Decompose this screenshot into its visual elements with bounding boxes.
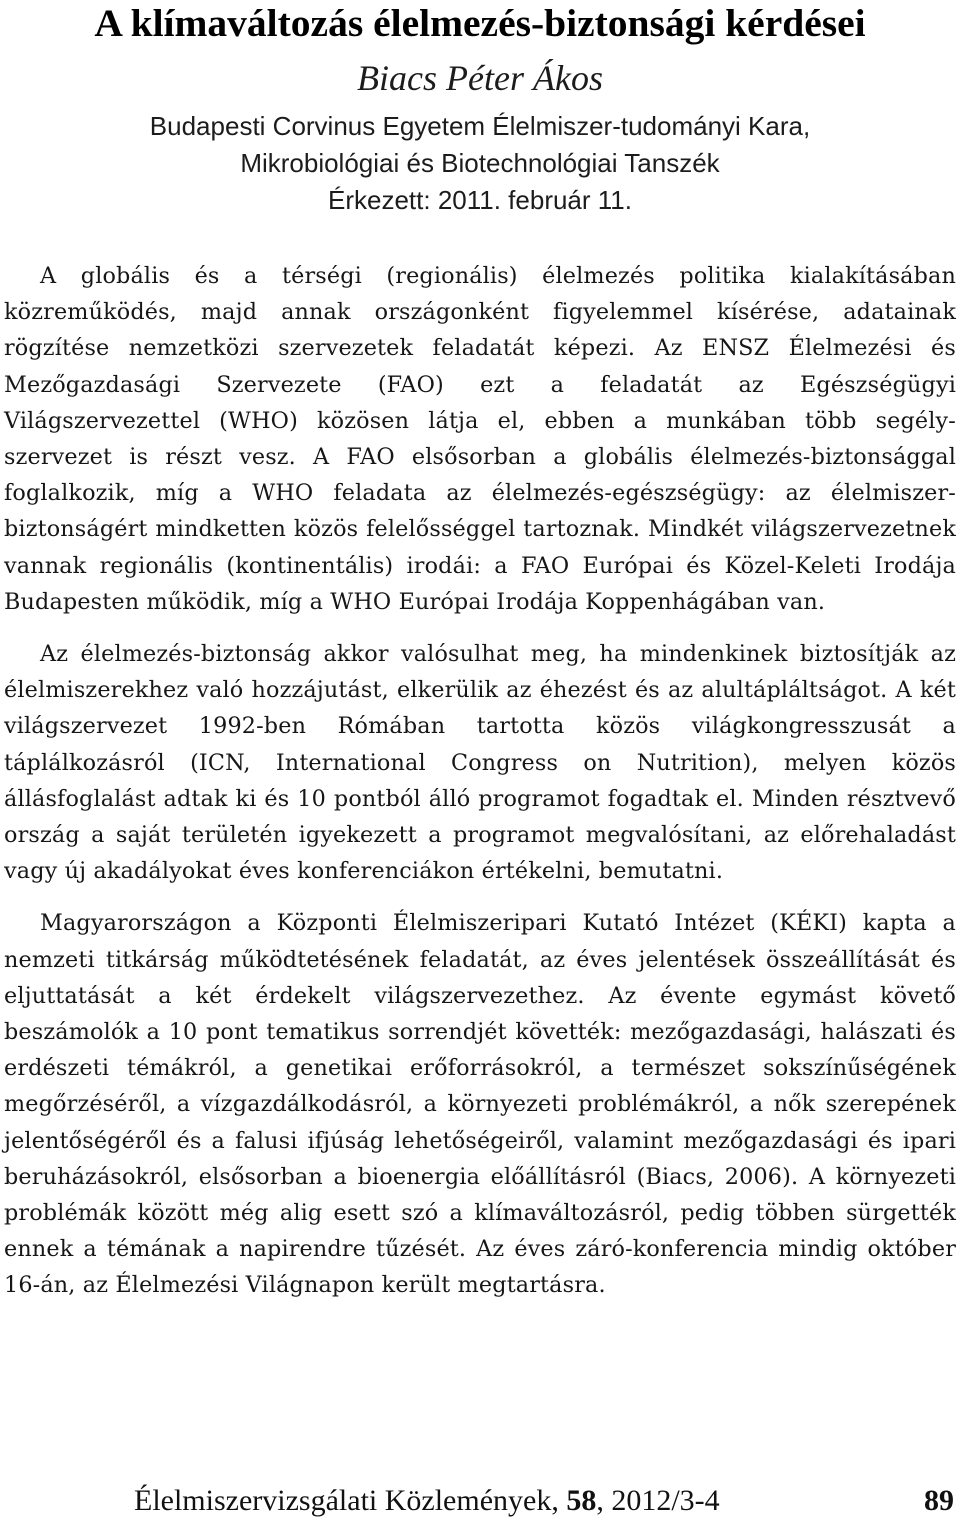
author-name: Biacs Péter Ákos — [357, 58, 603, 98]
journal-citation — [134, 1483, 720, 1519]
affiliation-line-1: Budapesti Corvinus Egyetem Élelmiszer-tudományi Kara, — [149, 111, 811, 141]
journal-name: Élelmiszervizsgálati Közlemények, — [134, 1484, 559, 1517]
body-paragraph: Magyarországon a Központi Élelmiszeripari Kutató Intézet (KÉKI) kapta a nemzeti titkárság működtetésének feladatát, az éves jelentések összeállítását és eljuttatását a két érdekelt világszervezethez. Az évente egymást követő beszámolók a 10 pont tematikus sorrendjét követték: mezőgazdasági, halászati és erdészeti témákról, a genetikai erőforrásokról, a természet sokszínűségének megőrzéséről, a vízgazdálkodásról, a környezeti problémákról, a nők szerepének jelentőségéről és a falusi ifjúság lehetőségeiről, valamint mezőgazdasági és ipari beruházásokról, elsősorban a bioenergia előállításról (Biacs, 2006). A környezeti problémák között még alig esett szó a klímaváltozásról, pedig többen sürgették ennek a témának a napirendre tűzését. Az éves záró-konferencia mindig október 16-án, az Élelmezési Világnapon került megtartásra. — [4, 910, 956, 1299]
article-page — [4, 0, 956, 1304]
journal-issue: , 2012/3-4 — [596, 1484, 720, 1517]
article-title: A klímaváltozás élelmezés-biztonsági kérdései — [94, 1, 866, 45]
body-paragraph: Az élelmezés-biztonság akkor valósulhat meg, ha mindenkinek biztosítják az élelmiszerekhez való hozzájutást, elkerülik az éhezést és az alultápláltságot. A két világszervezet 1992-ben Rómában tartotta közös világkongresszusát a táplálkozásról (ICN, International Congress on Nutrition), melyen közös állásfoglalást adtak ki és 10 pontból álló programot fogadtak el. Minden résztvevő ország a saját területén igyekezett a programot megvalósítani, az előrehaladást vagy új akadályokat éves konferenciákon értékelni, bemutatni. — [4, 641, 956, 885]
journal-volume: 58 — [566, 1484, 597, 1517]
page-footer — [4, 1483, 956, 1523]
affiliation-line-2: Mikrobiológiai és Biotechnológiai Tanszék — [240, 148, 720, 178]
body-paragraph: A globális és a térségi (regionális) élelmezés politika kialakításában közreműködés, majd annak országonként figyelemmel kísérése, adatainak rögzítése nemzetközi szervezetek feladatát képezi. Az ENSZ Élelmezési és Mezőgazdasági Szervezete (FAO) ezt a feladatát az Egészségügyi Világszervezettel (WHO) közösen látja el, ebben a munkában több segély-szervezet is részt vesz. A FAO elsősorban a globális élelmezés-biztonsággal foglalkozik, míg a WHO feladata az élelmezés-egészségügy: az élelmiszer-biztonságért mindketten közös felelősséggel tartoznak. Mindkét világszervezetnek vannak regionális (kontinentális) irodái: a FAO Európai és Közel-Keleti Irodája Budapesten működik, míg a WHO Európai Irodája Koppenhágában van. — [4, 263, 956, 615]
page-number: 89 — [924, 1484, 954, 1517]
received-date: Érkezett: 2011. február 11. — [328, 185, 632, 215]
